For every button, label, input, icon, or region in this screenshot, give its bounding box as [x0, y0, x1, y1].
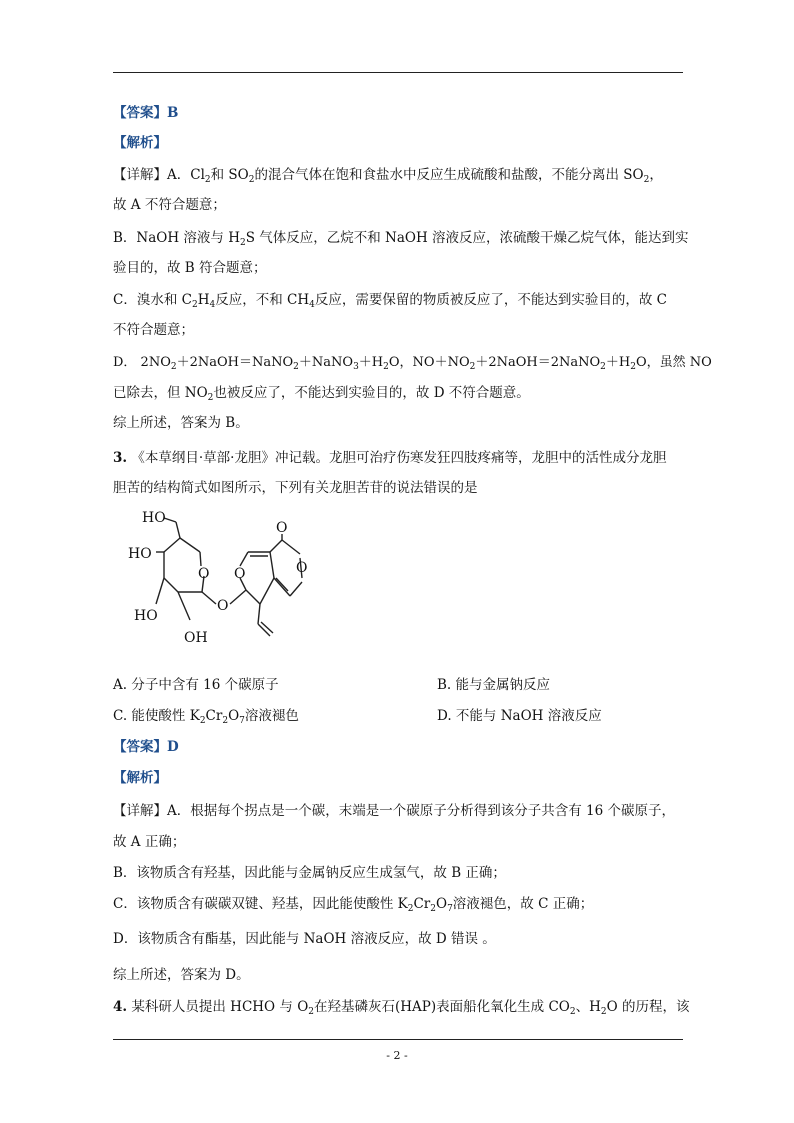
- text: C．溴水和 C: [113, 292, 192, 308]
- bond: [164, 518, 176, 522]
- bond: [258, 624, 270, 636]
- text: 在羟基磷灰石(HAP)表面船化氧化生成 CO: [314, 999, 570, 1015]
- subscript: 2: [170, 362, 177, 372]
- label-o-aglycone-ring: O: [234, 566, 246, 582]
- text: Cr: [413, 896, 431, 912]
- q3-detail-b: B．该物质含有羟基，因此能与金属钠反应生成氢气，故 B 正确；: [113, 865, 506, 881]
- header-rule: [113, 72, 683, 73]
- text: B．NaOH 溶液与 H: [113, 230, 240, 246]
- subscript: 2: [204, 175, 211, 185]
- answer-value: B: [167, 105, 179, 121]
- text: O: [435, 896, 448, 912]
- bond: [274, 578, 290, 596]
- label-o-lactone: O: [296, 560, 308, 576]
- q3-analysis-label: [113, 769, 688, 787]
- text: 也被反应了，不能达到实验目的，故 D 不符合题意。: [213, 385, 530, 401]
- subscript: 2: [469, 362, 476, 372]
- subscript: 3: [353, 362, 359, 372]
- question-number: 4.: [113, 999, 128, 1015]
- subscript: 2: [600, 362, 606, 372]
- subscript: 7: [239, 716, 245, 726]
- subscript: 2: [407, 904, 414, 914]
- text: A．根据每个拐点是一个碳，末端是一个碳原子分析得到该分子共含有 16 个碳原子，: [167, 803, 676, 819]
- text: D． 2NO: [113, 355, 171, 370]
- text: A．Cl: [167, 167, 205, 183]
- subscript: 2: [293, 362, 299, 372]
- q3-detail-a: [113, 802, 688, 820]
- subscript: 2: [248, 175, 255, 185]
- bond: [246, 590, 260, 604]
- footer-rule: [113, 1039, 683, 1040]
- answer-label: 【答案】: [113, 105, 167, 121]
- subscript: 2: [239, 238, 246, 248]
- question-number: 3.: [113, 450, 128, 466]
- q2-detail-c: [113, 291, 688, 309]
- answer-label: 【答案】: [113, 739, 167, 755]
- q2-detail-b2: 验目的，故 B 符合题意；: [113, 260, 267, 276]
- bond: [270, 540, 282, 552]
- text: 已除去，但 NO: [113, 385, 208, 401]
- q2-detail-a2: 故 A 不符合题意；: [113, 197, 226, 213]
- text: Cr: [205, 708, 223, 724]
- q3-detail-d: D．该物质含有酯基，因此能与 NaOH 溶液反应，故 D 错误 。: [113, 931, 496, 947]
- page-number: - 2 -: [386, 1049, 408, 1062]
- label-ho-top: HO: [142, 510, 166, 526]
- bond: [202, 592, 216, 604]
- option-a: A. 分子中含有 16 个碳原子: [113, 677, 279, 693]
- text: 、H: [575, 999, 601, 1015]
- text: 溶液褪色: [244, 708, 299, 724]
- text: 某科研人员提出 HCHO 与 O: [131, 999, 309, 1015]
- text: ＋2NaOH＝NaNO: [176, 355, 294, 370]
- q2-summary: 综上所述，答案为 B。: [113, 415, 249, 431]
- text: ＋NaNO: [298, 355, 354, 370]
- text: ＋H: [358, 355, 384, 370]
- option-b: B. 能与金属钠反应: [437, 677, 551, 693]
- bond: [164, 578, 178, 592]
- bond: [258, 604, 260, 624]
- text: 的混合气体在饱和食盐水中反应生成硫酸和盐酸，不能分离出 SO: [254, 167, 644, 183]
- subscript: 2: [383, 362, 389, 372]
- q3-detail-c: [113, 895, 688, 913]
- label-ho-left: HO: [128, 546, 152, 562]
- bond: [276, 578, 288, 591]
- detail-label: 【详解】: [113, 167, 167, 183]
- text: H: [197, 292, 210, 308]
- text: 溶液褪色，故 C 正确；: [452, 896, 594, 912]
- subscript: 2: [191, 300, 198, 310]
- bond: [261, 622, 273, 633]
- subscript: 2: [643, 175, 650, 185]
- text: ＋H: [605, 355, 631, 370]
- detail-label: 【详解】: [113, 803, 167, 819]
- subscript: 4: [209, 300, 216, 310]
- q3-summary: 综上所述，答案为 D。: [113, 967, 250, 983]
- bond: [270, 552, 274, 578]
- text: O 的历程，该: [606, 999, 690, 1015]
- q2-detail-a: [113, 166, 688, 184]
- subscript: 2: [199, 716, 206, 726]
- label-o-sugar-ring: O: [198, 566, 210, 582]
- gentiopicroside-structure: [118, 506, 338, 652]
- q4-stem: [113, 998, 688, 1016]
- label-ho-bottom: HO: [134, 608, 158, 624]
- text: ，: [649, 167, 663, 183]
- subscript: 2: [222, 716, 229, 726]
- label-o-link: O: [217, 598, 229, 614]
- text: O: [228, 708, 240, 724]
- subscript: 2: [600, 1007, 607, 1017]
- q2-detail-d2: [113, 384, 688, 402]
- subscript: 2: [569, 1007, 576, 1017]
- text: 反应，不和 CH: [215, 292, 310, 308]
- q2-detail-c2: 不符合题意；: [113, 322, 194, 338]
- q3-answer: [113, 738, 688, 756]
- q2-answer: [113, 104, 688, 122]
- q3-stem-line2: 胆苦的结构简式如图所示，下列有关龙胆苦苷的说法错误的是: [113, 480, 478, 496]
- answer-value: D: [167, 739, 179, 755]
- text: O，虽然 NO: [635, 355, 712, 370]
- text: C．该物质含有碳碳双键、羟基，因此能使酸性 K: [113, 896, 408, 912]
- text: 《本草纲目·草部·龙胆》冲记载。龙胆可治疗伤寒发狂四肢疼痛等，龙胆中的活性成分龙胆: [131, 450, 667, 466]
- label-oh-bottom: OH: [184, 630, 208, 646]
- bond: [240, 552, 248, 566]
- text: O，NO＋NO: [388, 355, 470, 370]
- subscript: 2: [308, 1007, 315, 1017]
- text: 和 SO: [210, 167, 249, 183]
- q3-detail-a2: 故 A 正确；: [113, 834, 186, 850]
- analysis-label: 【解析】: [113, 770, 167, 786]
- bond: [178, 592, 190, 620]
- text: C. 能使酸性 K: [113, 708, 200, 724]
- bond: [282, 540, 300, 554]
- subscript: 4: [309, 300, 315, 310]
- bond: [176, 522, 180, 538]
- bond: [164, 538, 180, 552]
- q2-analysis-label: [113, 134, 688, 152]
- subscript: 7: [447, 904, 453, 914]
- text: S 气体反应，乙烷不和 NaOH 溶液反应，浓硫酸干燥乙烷气体，能达到实: [245, 230, 689, 246]
- subscript: 2: [630, 362, 636, 372]
- text: ＋2NaOH＝2NaNO: [475, 355, 601, 370]
- subscript: 2: [430, 904, 436, 914]
- bond: [156, 578, 164, 604]
- q3-stem-line1: [113, 449, 688, 467]
- analysis-label: 【解析】: [113, 135, 167, 151]
- bond: [200, 552, 201, 566]
- bond: [290, 582, 302, 596]
- text: 反应，需要保留的物质被反应了，不能达到实验目的，故 C: [314, 292, 667, 308]
- bond: [180, 538, 200, 552]
- bond: [230, 590, 246, 604]
- label-o-carbonyl: O: [276, 520, 288, 536]
- bond: [260, 578, 274, 604]
- option-d: D. 不能与 NaOH 溶液反应: [437, 708, 602, 724]
- q2-detail-d: [113, 354, 712, 372]
- subscript: 2: [207, 393, 214, 403]
- q2-detail-b: [113, 229, 688, 247]
- option-c: [113, 707, 299, 725]
